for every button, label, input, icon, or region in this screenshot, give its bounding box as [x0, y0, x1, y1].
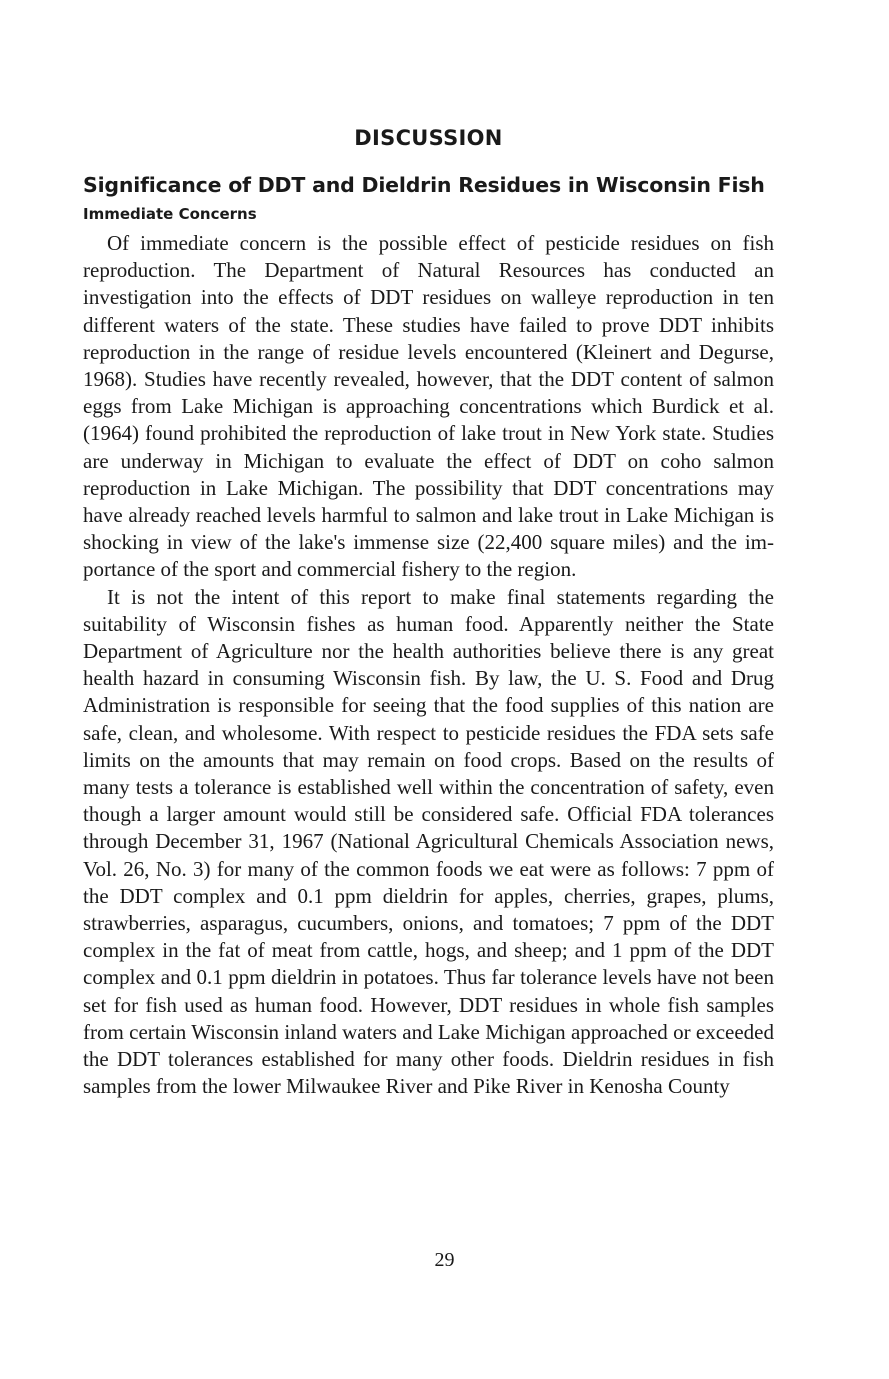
- subsubsection-heading: Immediate Concerns: [83, 205, 257, 223]
- paragraph-human-food-suitability: It is not the intent of this report to make final statements regarding the suitability of Wisconsin fishes as human food. Apparently neither the State Department of Agriculture nor the health authorities believe there is any great health hazard in consuming Wisconsin fish. By law, the U. S. Food and Drug Administration is responsible for seeing that the food supplies of this nation are safe, clean, and wholesome. With respect to pesticide residues the FDA sets safe limits on the amounts that may remain on food crops. Based on the results of many tests a tolerance is established well within the concentration of safety, even though a larger amount would still be considered safe. Official FDA tolerances through December 31, 1967 (National Agricultural Chemicals Association news, Vol. 26, No. 3) for many of the common foods we eat were as follows: 7 ppm of the DDT complex and 0.1 ppm dieldrin for apples, cherries, grapes, plums, strawberries, asparagus, cucumbers, onions, and tomatoes; 7 ppm of the DDT complex in the fat of meat from cattle, hogs, and sheep; and 1 ppm of the DDT complex and 0.1 ppm dieldrin in potatoes. Thus far tolerance levels have not been set for fish used as human food. However, DDT residues in whole fish samples from certain Wisconsin inland waters and Lake Michigan approached or exceeded the DDT tolerances established for many other foods. Dieldrin residues in fish samples from the lower Milwaukee River and Pike River in Kenosha County: [83, 584, 774, 1099]
- section-heading: DISCUSSION: [354, 126, 503, 150]
- page-number: 29: [434, 1249, 455, 1271]
- subsection-heading: Significance of DDT and Dieldrin Residues in Wisconsin Fish: [83, 173, 765, 197]
- document-page: [83, 124, 774, 1101]
- paragraph-immediate-concerns: Of immediate concern is the possible effect of pesticide residues on fish reproduction. The Department of Natural Resources has conducted an investigation into the effects of DDT residues on walleye reproduction in ten different waters of the state. These studies have failed to prove DDT inhibits reproduction in the range of residue levels encountered (Kleinert and Degurse, 1968). Studies have recently revealed, however, that the DDT content of salmon eggs from Lake Michigan is approaching concentrations which Burdick et al. (1964) found prohibited the reproduction of lake trout in New York state. Studies are underway in Michigan to evaluate the effect of DDT on coho salmon reproduction in Lake Michigan. The possibility that DDT concentrations may have already reached levels harmful to salmon and lake trout in Lake Michigan is shocking in view of the lake's immense size (22,400 square miles) and the importance of the sport and commercial fishery to the region.: [83, 231, 774, 582]
